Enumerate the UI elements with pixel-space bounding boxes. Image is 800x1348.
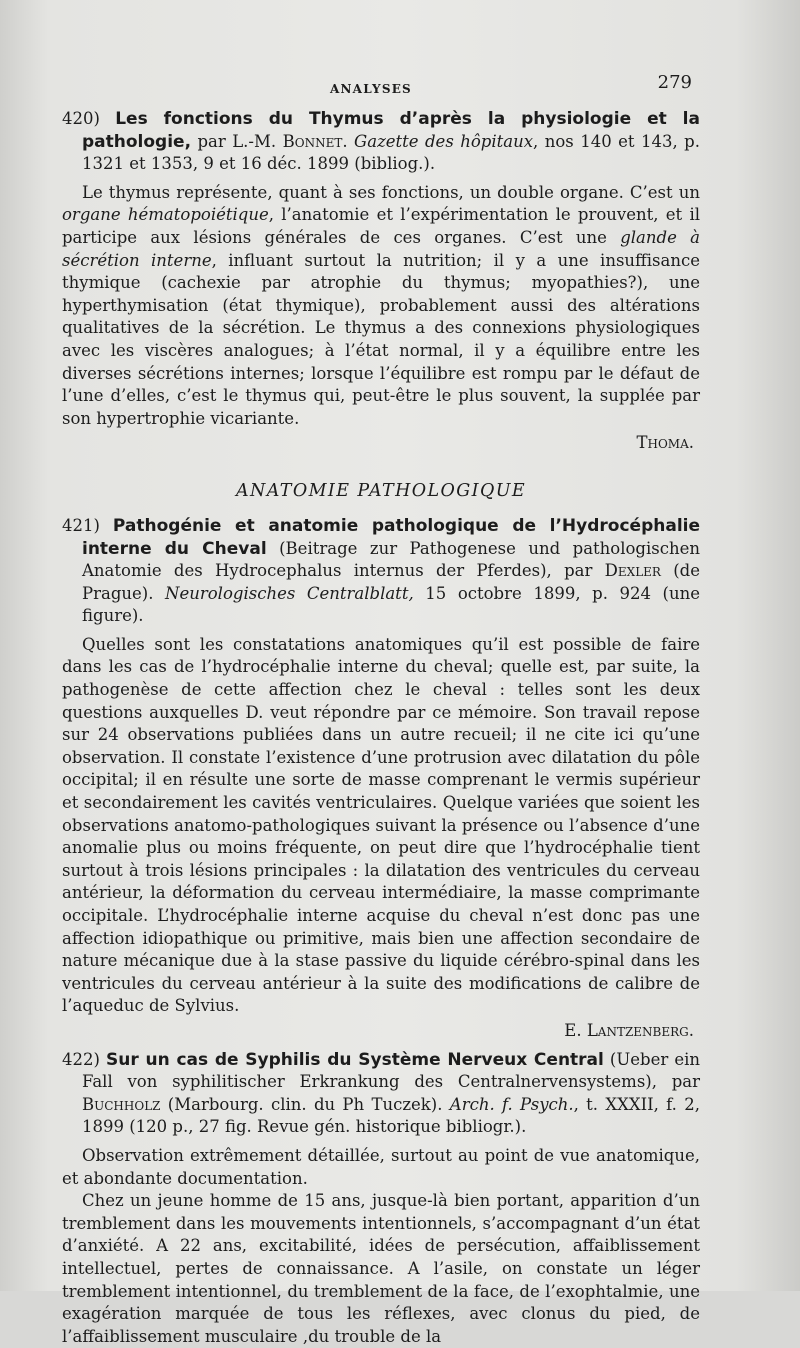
entry-420-emphasis-glande: glande à sécrétion interne	[62, 227, 700, 270]
entry-420-reference: , nos 140 et 143, p. 1321 et 1353, 9 et 16 déc. 1899 (bibliog.).	[82, 131, 700, 174]
page-number: 279	[657, 72, 692, 93]
entry-420-title: Les fonctions du Thymus d’après la physiologie et la pathologie,	[82, 109, 700, 152]
entry-420-body	[62, 182, 700, 431]
entry-422-body-2: Chez un jeune homme de 15 ans, jusque-là bien portant, apparition d’un tremblement dans les mouvements intentionnels, s’accompagnant d’un état d’anxiété. A 22 ans, excitabilité, idées de persécution, affaiblissement intellectuel, pertes de connaissance. A l’asile, on constate un léger tremblement intentionnel, du tremblement de la face, de l’exophtalmie, une exagération marquée de tous les réflexes, avec clonus du pied, de l’affaiblissement musculaire ,du trouble de la	[62, 1191, 700, 1346]
entry-420-journal: Gazette des hôpitaux	[354, 131, 534, 151]
entry-420-signature: Thoma.	[636, 433, 694, 453]
entry-420-text-e: , influant surtout la nutrition; il y a une insuffisance thymique (cachexie par atrophie du thymus; myopathies?), une hyperthymisation (état thymique), probablement aussi des altérations qualitatives de la sécrétion. Le thymus a des connexions physiologiques avec les viscères analogues; à l’état normal, il y a équilibre entre les diverses sécrétions internes; lorsque l’équilibre est rompu par le défaut de l’une d’elles, c’est le thymus qui, peut-être le plus souvent, la supplée par son hypertrophie vicariante.	[62, 250, 700, 428]
entry-421-heading	[62, 515, 700, 628]
entry-422-journal: Arch. f. Psych.	[449, 1094, 574, 1114]
entry-420-by: par L.-M.	[191, 131, 283, 151]
entry-421-number: 421)	[62, 515, 100, 535]
running-head	[62, 72, 700, 102]
entry-420-text-c: , l’anatomie et l’expérimentation le prouvent, et il participe aux lésions générales de ces organes. C’est une	[62, 205, 701, 247]
entry-421-subtitle: (Beitrage zur Pathogenese und pathologischen Anatomie des Hydrocephalus internus der Pferdes), par	[82, 538, 701, 581]
entry-421-place: (de Prague).	[82, 561, 700, 603]
entry-421-reference: 15 octobre 1899, p. 924 (une figure).	[82, 583, 701, 626]
entry-422-reference: , t. XXXII, f. 2, 1899 (120 p., 27 fig. Revue gén. historique bibliogr.).	[82, 1094, 700, 1137]
entry-422-subtitle: (Ueber ein Fall von syphilitischer Erkrankung des Centralnervensystems), par	[82, 1049, 700, 1092]
entry-422-number: 422)	[62, 1049, 100, 1069]
entry-420-emphasis-organe: organe hématopoiétique	[62, 205, 269, 225]
entry-422-title: Sur un cas de Syphilis du Système Nerveux Central	[106, 1049, 604, 1070]
entry-422-body-1: Observation extrêmement détaillée, surtout au point de vue anatomique, et abondante documentation.	[62, 1145, 700, 1188]
entry-420-heading	[62, 108, 700, 176]
entry-421-title: Pathogénie et anatomie pathologique de l’Hydrocéphalie interne du Cheval	[82, 515, 701, 559]
page-content	[62, 72, 700, 1348]
section-title: ANATOMIE PATHOLOGIQUE	[235, 480, 527, 501]
running-head-title: ANALYSES	[330, 82, 412, 96]
entry-421-journal: Neurologisches Centralblatt,	[165, 583, 414, 603]
entry-421-body: Quelles sont les constatations anatomiques qu’il est possible de faire dans les cas de l’hydrocéphalie interne du cheval; quelle est, par suite, la pathogenèse de cette affection chez le cheval : telles sont les deux questions auxquelles D. veut répondre par ce mémoire. Son travail repose sur 24 observations publiées dans un autre recueil; il ne cite ici qu’une observation. Il constate l’existence d’une protrusion avec dilatation du pôle occipital; il en résulte une sorte de masse comprenant le vermis supérieur et secondairement les cavités ventriculaires. Quelque variées que soient les observations anatomo-pathologiques suivant la présence ou l’absence d’une anomalie plus ou moins fréquente, on peut dire que l’hydrocéphalie tient surtout à trois lésions principales : la dilatation des ventricules du cerveau antérieur, la déformation du cerveau intermédiaire, la masse comprimante occipitale. L’hydrocéphalie interne acquise du cheval n’est donc pas une affection idiopathique ou primitive, mais bien une affection secondaire de nature mécanique due à la stase passive du liquide cérébro-spinal dans les ventricules du cerveau antérieur à la suite des modifications de calibre de l’aqueduc de Sylvius.	[62, 634, 700, 1016]
entry-420-number: 420)	[62, 109, 100, 128]
entry-422-heading	[62, 1049, 700, 1139]
entry-420-dot: .	[342, 131, 355, 151]
entry-422-author: Buchholz	[82, 1094, 161, 1114]
entry-422-place: (Marbourg. clin. du Ph Tuczek).	[160, 1094, 450, 1114]
entry-421-signature: E. Lantzenberg.	[564, 1020, 694, 1040]
entry-420-author: Bonnet	[282, 131, 343, 151]
entry-421-author: Dexler	[604, 561, 661, 581]
entry-420-text-a: Le thymus représente, quant à ses fonctions, un double organe. C’est un	[82, 182, 700, 202]
